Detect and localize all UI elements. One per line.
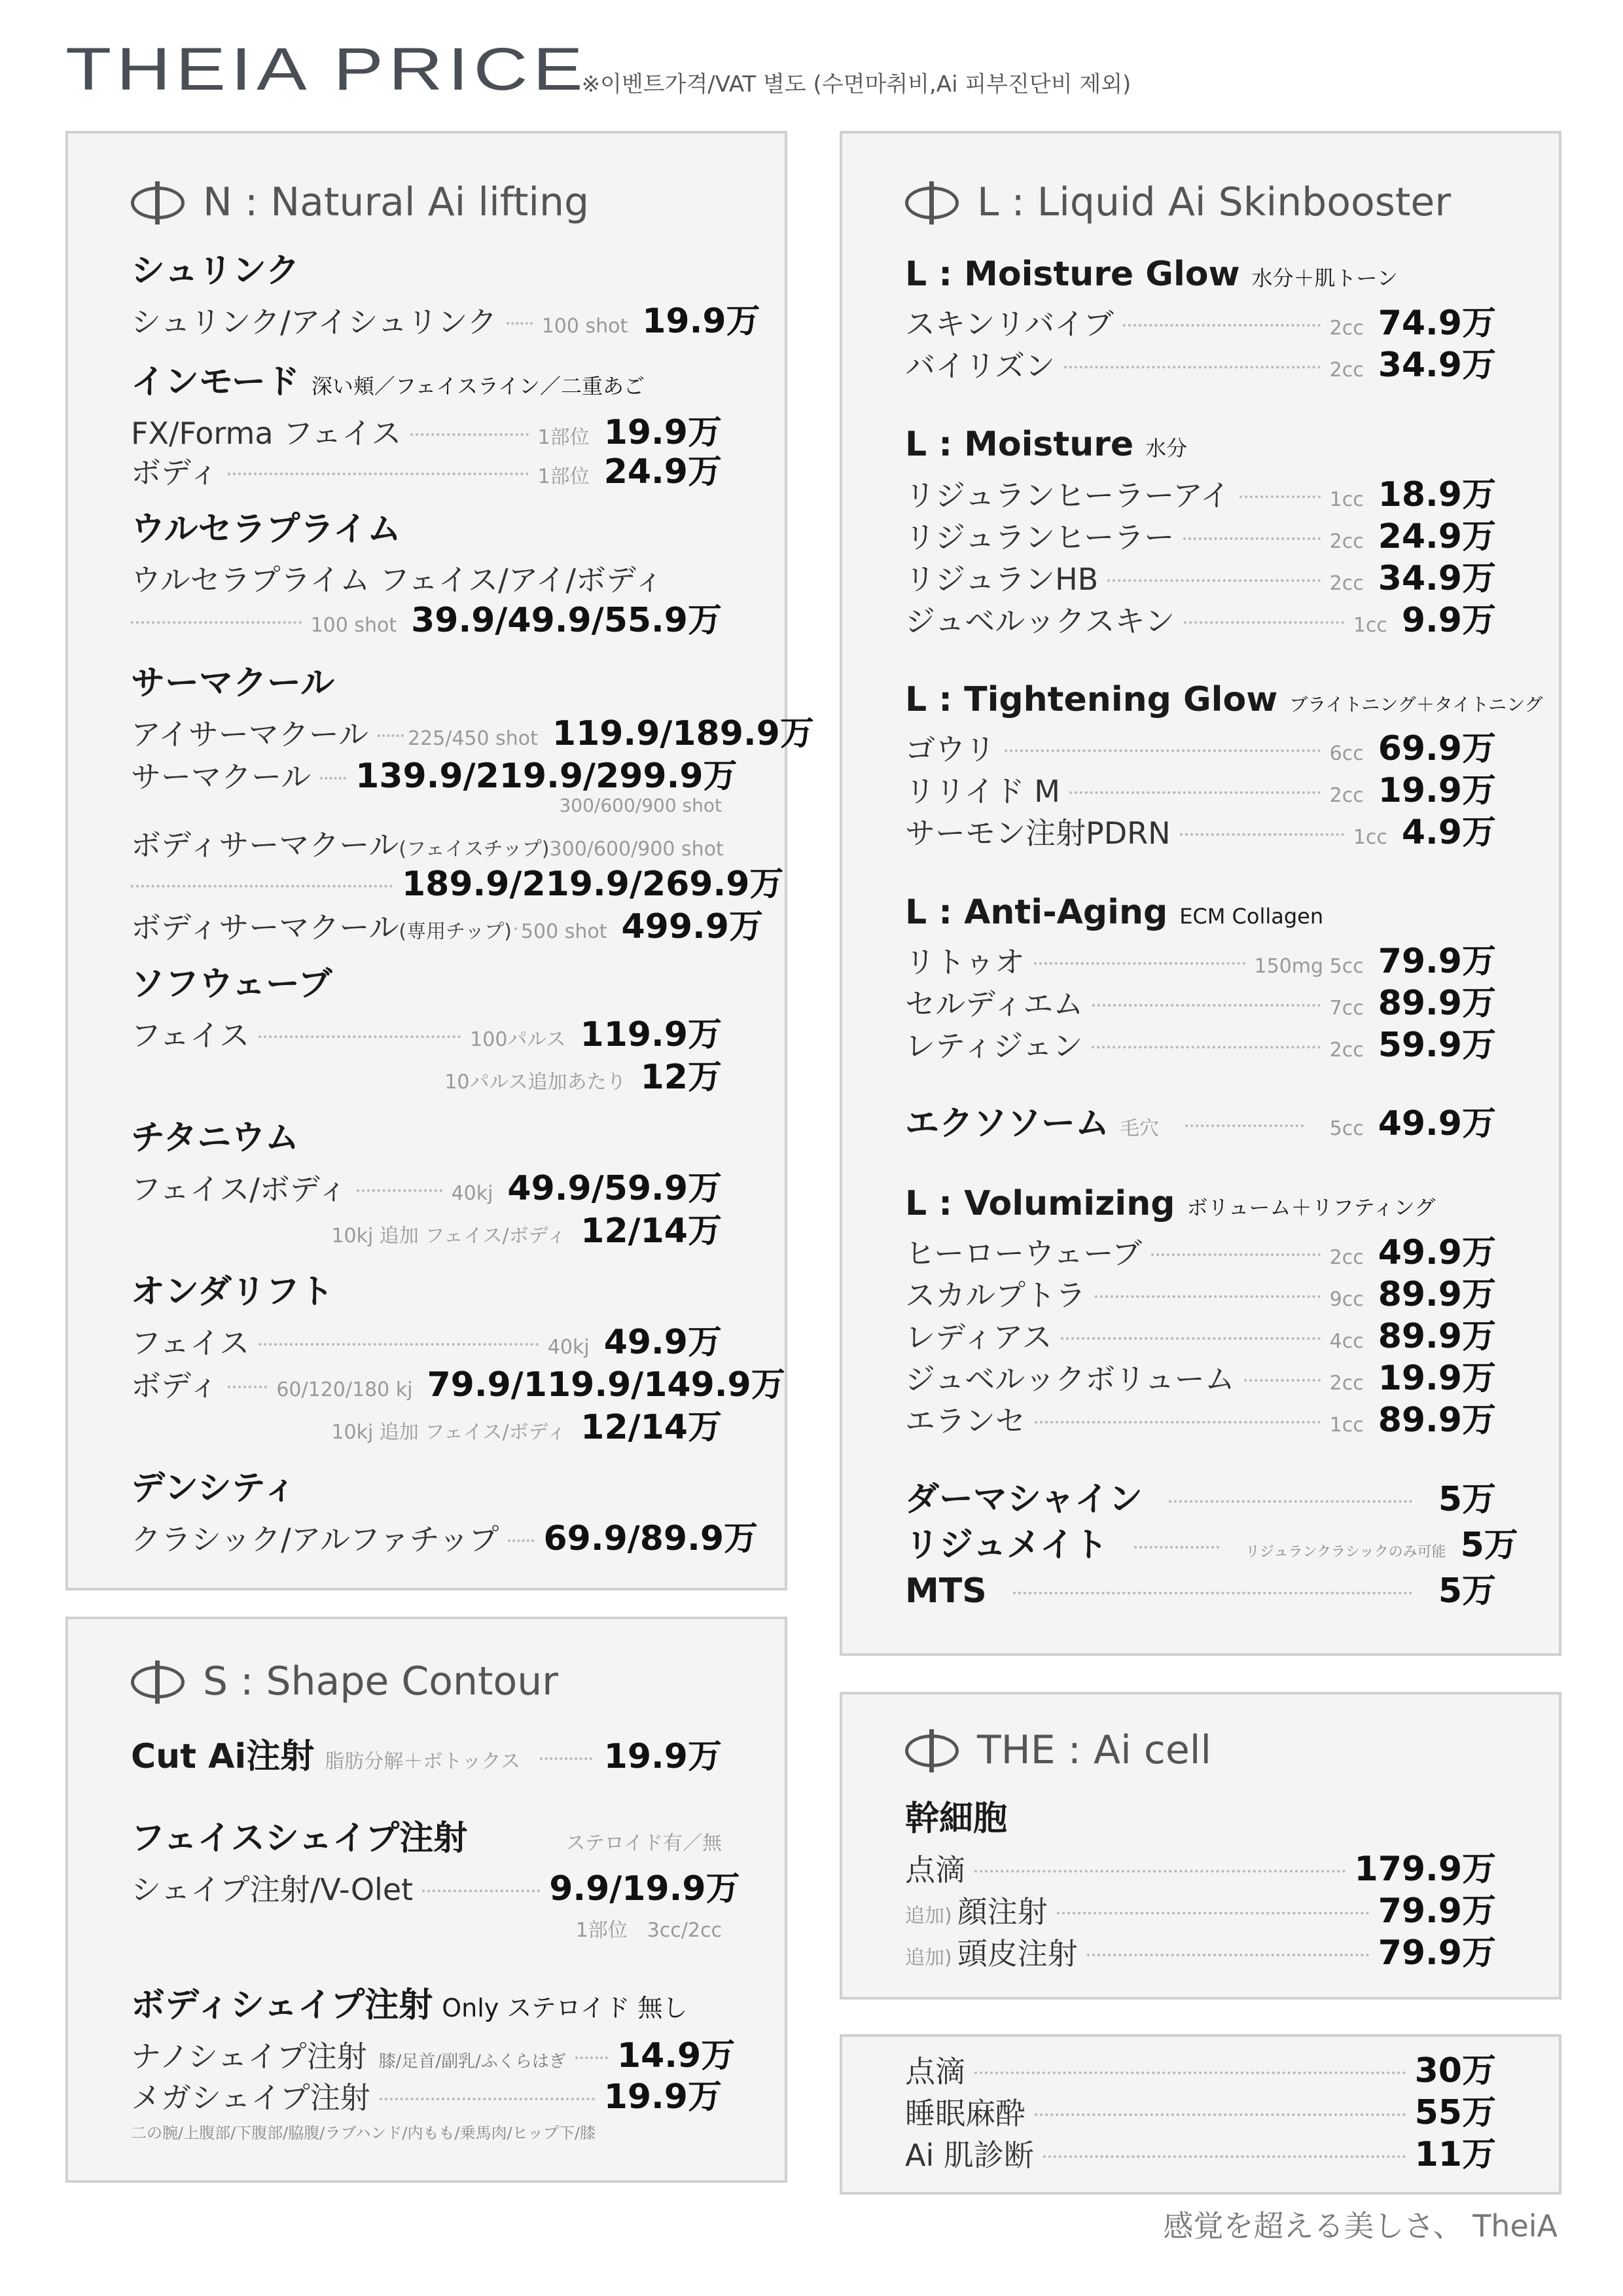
section-heading: フェイスシェイプ注射 xyxy=(131,1819,468,1858)
item-price: 4.9万 xyxy=(1401,813,1496,852)
heading-sub: ボリューム＋リフティング xyxy=(1186,1195,1436,1220)
panel-title-text: L : Liquid Ai Skinbooster xyxy=(977,179,1452,225)
item-price: 89.9万 xyxy=(1378,1275,1496,1314)
item-sub: 毛穴 xyxy=(1120,1117,1160,1140)
price-row xyxy=(131,906,763,948)
item-price: 9.9万 xyxy=(1401,601,1496,640)
item-spec: リジュランクラシックのみ可能 xyxy=(1245,1544,1446,1560)
item-name: フェイス/ボディ xyxy=(131,1172,348,1207)
item-price: 179.9万 xyxy=(1354,1850,1496,1889)
item-name: リジュランヒーラー xyxy=(905,520,1175,555)
item-spec: 100 shot xyxy=(310,614,397,637)
price-row xyxy=(905,1477,1496,1522)
item-price: 49.9万 xyxy=(1378,1233,1496,1272)
item-name: サーマクール xyxy=(131,759,312,795)
item-price: 19.9万 xyxy=(603,1737,722,1776)
item-name: Cut Ai注射 xyxy=(131,1737,315,1776)
item-price: 30万 xyxy=(1414,2051,1496,2090)
item-name: シェイプ注射/V-Olet xyxy=(131,1872,414,1907)
price-row xyxy=(131,1868,740,1910)
dot-leader xyxy=(1069,791,1321,794)
item-price: 9.9/19.9万 xyxy=(549,1869,740,1909)
dot-leader xyxy=(1123,324,1321,327)
price-row xyxy=(131,600,722,641)
item-name: FX/Forma フェイス xyxy=(131,416,402,451)
dot-leader xyxy=(1035,1421,1321,1424)
item-price: 79.9万 xyxy=(1378,1892,1496,1931)
price-row xyxy=(905,516,1496,558)
price-row xyxy=(131,1168,722,1210)
theia-logo-icon xyxy=(131,1660,188,1702)
item-spec: 1cc xyxy=(1329,488,1364,511)
dot-leader xyxy=(575,2056,608,2059)
heading-sub: Only ステロイド 無し xyxy=(442,1994,688,2022)
item-name: セルディエム xyxy=(905,986,1084,1022)
price-row xyxy=(905,941,1496,982)
item-spec: 10kj 追加 フェイス/ボディ xyxy=(331,1421,567,1444)
panel-title-text: S : Shape Contour xyxy=(203,1659,558,1704)
dot-leader xyxy=(1043,2155,1406,2158)
item-price: 79.9万 xyxy=(1378,1933,1496,1973)
price-row xyxy=(905,2134,1496,2176)
item-sub: 脂肪分解＋ボトックス xyxy=(325,1750,521,1773)
dot-leader xyxy=(422,1890,540,1892)
dot-leader xyxy=(1134,1546,1219,1549)
item-price: 69.9万 xyxy=(1378,729,1496,768)
item-name: ボディ xyxy=(131,455,219,490)
item-price: 89.9万 xyxy=(1378,1317,1496,1356)
price-row xyxy=(131,2076,722,2118)
item-name: MTS xyxy=(905,1571,987,1611)
theia-logo-icon xyxy=(905,1729,963,1771)
item-spec: 150mg 5cc xyxy=(1254,955,1364,978)
item-spec: 2cc xyxy=(1329,530,1364,553)
item-spec: 10パルス追加あたり xyxy=(444,1071,626,1094)
price-row xyxy=(131,1364,785,1406)
heading-sub: 水分 xyxy=(1145,436,1188,461)
item-spec: 9cc xyxy=(1329,1288,1364,1311)
item-name: スキンリバイブ xyxy=(905,306,1114,342)
item-name: エクソソーム xyxy=(905,1104,1110,1143)
panel-title xyxy=(131,1652,722,1711)
section-heading: チタニウム xyxy=(131,1119,299,1158)
price-row xyxy=(131,824,722,866)
item-name: 頭皮注射 xyxy=(957,1936,1078,1971)
item-name: 睡眠麻酔 xyxy=(905,2096,1026,2131)
dot-leader xyxy=(131,885,393,888)
item-name: サーモン注射PDRN xyxy=(905,816,1171,851)
item-price: 119.9万 xyxy=(580,1015,722,1054)
item-name: ジュベルックスキン xyxy=(905,603,1175,639)
price-row xyxy=(131,755,738,797)
item-spec: 2cc xyxy=(1329,1039,1364,1062)
dot-leader xyxy=(1244,1379,1321,1382)
price-row xyxy=(905,1024,1496,1066)
item-spec: 2cc xyxy=(1329,1372,1364,1395)
price-row xyxy=(905,812,1496,853)
section-heading: 幹細胞 xyxy=(905,1799,1008,1839)
item-price: 69.9/89.9万 xyxy=(543,1519,758,1558)
dot-leader xyxy=(259,1343,539,1346)
price-row xyxy=(905,1316,1496,1357)
item-price: 49.9/59.9万 xyxy=(507,1169,722,1208)
price-row xyxy=(905,600,1496,641)
dot-leader xyxy=(540,1757,592,1760)
item-price: 89.9万 xyxy=(1378,1401,1496,1440)
price-row xyxy=(905,1232,1496,1274)
price-row xyxy=(905,1357,1496,1399)
dot-leader xyxy=(1151,1253,1321,1256)
item-name: メガシェイプ注射 xyxy=(131,2080,370,2115)
item-price: 189.9/219.9/269.9万 xyxy=(402,865,784,904)
dot-leader xyxy=(1180,833,1344,836)
dot-leader xyxy=(1240,495,1321,498)
item-price: 5万 xyxy=(1438,1480,1496,1519)
item-spec: 10kj 追加 フェイス/ボディ xyxy=(331,1225,567,1247)
price-row xyxy=(905,1932,1496,1974)
dot-leader xyxy=(378,734,404,737)
section-heading: オンダリフト xyxy=(131,1272,334,1312)
item-spec: 1部位 xyxy=(537,426,590,449)
item-name: ダーマシャイン xyxy=(905,1480,1143,1519)
section-heading: L : Moisture 水分 xyxy=(905,425,1188,464)
item-price: 5万 xyxy=(1438,1571,1496,1611)
dot-leader xyxy=(410,433,528,436)
item-spec: 40kj xyxy=(451,1182,493,1205)
section-heading: ウルセラプライム xyxy=(131,510,401,549)
heading-sub: ブライトニング＋タイトニング xyxy=(1289,694,1543,715)
section-heading: L : Moisture Glow 水分＋肌トーン xyxy=(905,255,1398,294)
dot-leader xyxy=(131,621,302,624)
item-name: クラシック/アルファチップ xyxy=(131,1522,499,1557)
item-price: 59.9万 xyxy=(1378,1026,1496,1065)
dot-leader xyxy=(1035,2113,1406,2116)
dosage-note: 1部位 3cc/2cc xyxy=(575,1919,722,1942)
item-price: 139.9/219.9/299.9万 xyxy=(355,757,738,796)
panel-title xyxy=(905,1721,1496,1780)
dot-leader xyxy=(320,777,346,780)
item-spec: 1cc xyxy=(1353,826,1387,849)
item-spec: 1cc xyxy=(1329,1414,1364,1437)
dot-leader xyxy=(228,1386,267,1388)
price-row xyxy=(131,1321,722,1363)
panel-shape-contour xyxy=(65,1617,787,2183)
heading-sub: 深い頬／フェイスライン／二重あご xyxy=(311,374,645,399)
price-row xyxy=(131,1210,722,1260)
panel-liquid-skinbooster xyxy=(840,131,1561,1656)
item-spec: 1cc xyxy=(1353,614,1387,637)
item-spec: 225/450 shot xyxy=(407,727,538,750)
price-row xyxy=(131,559,722,601)
item-spec: 100 shot xyxy=(541,315,628,338)
item-price: 499.9万 xyxy=(621,907,763,946)
item-name: 顔注射 xyxy=(957,1894,1048,1929)
price-row xyxy=(905,1568,1496,1614)
item-name: Ai 肌診断 xyxy=(905,2138,1034,2173)
price-row xyxy=(905,1848,1496,1890)
dot-leader xyxy=(1057,1912,1369,1914)
item-name: スカルプトラ xyxy=(905,1278,1086,1313)
item-spec: 2cc xyxy=(1329,572,1364,595)
item-name: リジュメイト xyxy=(905,1526,1108,1565)
dot-leader xyxy=(357,1189,442,1192)
item-price: 12万 xyxy=(640,1058,722,1097)
theia-logo-icon xyxy=(905,181,963,223)
item-spec: 1部位 xyxy=(537,465,590,488)
item-name: リジュランHB xyxy=(905,562,1099,597)
section-heading: サーマクール xyxy=(131,664,334,703)
dot-leader xyxy=(514,927,518,930)
panel-title-text: N : Natural Ai lifting xyxy=(203,179,590,225)
heading-side-note: ステロイド有／無 xyxy=(565,1832,722,1855)
item-spec: 7cc xyxy=(1329,997,1364,1020)
dot-leader xyxy=(1087,1954,1369,1956)
dot-leader xyxy=(1185,1124,1304,1127)
area-note: 二の腕/上腹部/下腹部/脇腹/ラブハンド/内もも/乗馬肉/ヒップ下/膝 xyxy=(131,2124,596,2142)
item-name: ボディサーマクール(専用チップ) xyxy=(131,910,512,945)
price-row xyxy=(131,1407,722,1456)
item-name: 点滴 xyxy=(905,1852,965,1888)
item-name: レディアス xyxy=(905,1319,1052,1355)
price-row xyxy=(131,1056,722,1106)
dot-leader xyxy=(1184,621,1344,624)
item-price: 12/14万 xyxy=(580,1408,722,1447)
item-spec: 2cc xyxy=(1329,1246,1364,1269)
dot-leader xyxy=(1095,1295,1321,1298)
item-price: 19.9万 xyxy=(1378,1359,1496,1398)
section-heading: ソフウェーブ xyxy=(131,965,332,1004)
section-heading: シュリンク xyxy=(131,251,300,291)
item-name: ジュベルックボリューム xyxy=(905,1361,1235,1397)
item-name: ナノシェイプ注射 xyxy=(131,2039,367,2074)
item-spec: 40kj xyxy=(547,1336,590,1359)
price-row xyxy=(131,2035,736,2077)
section-heading-row xyxy=(131,1816,722,1861)
item-name: フェイス xyxy=(131,1018,250,1053)
item-name: ボディ xyxy=(131,1368,219,1403)
dot-leader xyxy=(508,1539,534,1542)
price-row xyxy=(905,2092,1496,2134)
dot-leader xyxy=(1034,962,1245,965)
price-row xyxy=(905,1399,1496,1441)
price-row xyxy=(905,2050,1496,2092)
price-row xyxy=(131,451,722,493)
item-price: 89.9万 xyxy=(1378,984,1496,1023)
panel-title xyxy=(131,173,722,232)
price-row xyxy=(131,300,760,342)
dot-leader xyxy=(1013,1592,1412,1594)
item-price: 49.9万 xyxy=(603,1323,722,1362)
item-spec: 300/600/900 shot xyxy=(549,838,724,861)
item-spec: 2cc xyxy=(1329,784,1364,807)
section-heading: L : Anti-Aging ECM Collagen xyxy=(905,893,1324,932)
price-row xyxy=(131,1518,758,1560)
price-row xyxy=(131,412,722,454)
dot-leader xyxy=(1061,1337,1320,1340)
dot-leader xyxy=(1005,749,1321,752)
dot-leader xyxy=(1092,1046,1320,1049)
item-name: バイリズン xyxy=(905,348,1056,384)
item-price: 79.9/119.9/149.9万 xyxy=(427,1365,785,1405)
price-row xyxy=(905,1101,1496,1147)
item-price: 19.9万 xyxy=(603,2077,722,2117)
item-price: 34.9万 xyxy=(1378,559,1496,598)
price-row xyxy=(131,863,784,905)
item-name: アイサーマクール xyxy=(131,717,368,752)
section-heading: デンシティ xyxy=(131,1469,297,1508)
item-price: 14.9万 xyxy=(616,2036,736,2075)
dot-leader xyxy=(259,1035,461,1038)
dot-leader xyxy=(1169,1500,1412,1503)
item-name: リリイド M xyxy=(905,774,1060,809)
item-name: リジュランヒーラーアイ xyxy=(905,478,1230,513)
dot-leader xyxy=(974,1870,1346,1873)
item-name: 点滴 xyxy=(905,2054,965,2089)
item-spec: 60/120/180 kj xyxy=(276,1378,413,1401)
price-row xyxy=(131,1014,722,1056)
dot-leader xyxy=(1107,579,1320,582)
heading-sub: ECM Collagen xyxy=(1179,904,1324,929)
item-name: エランセ xyxy=(905,1403,1026,1439)
item-price: 19.9万 xyxy=(1378,771,1496,810)
item-name: ウルセラプライム フェイス/アイ/ボディ xyxy=(131,562,664,598)
price-row xyxy=(905,344,1496,386)
item-price: 19.9万 xyxy=(642,302,760,341)
item-name: シュリンク/アイシュリンク xyxy=(131,304,497,340)
dot-leader xyxy=(507,322,533,325)
item-spec: 4cc xyxy=(1329,1330,1364,1353)
panel-ai-cell xyxy=(840,1692,1561,2000)
item-price: 74.9万 xyxy=(1378,304,1496,343)
section-heading: L : Tightening Glow ブライトニング＋タイトニング xyxy=(905,680,1543,719)
item-name: ボディサーマクール(フェイスチップ) xyxy=(131,827,550,863)
price-note: ※이벤트가격/VAT 별도 (수면마취비,Ai 피부진단비 제외) xyxy=(581,71,1132,98)
item-name: リトゥオ xyxy=(905,944,1025,980)
item-spec: 6cc xyxy=(1329,742,1364,765)
panel-misc-fees xyxy=(840,2034,1561,2195)
item-spec: 膝/足首/副乳/ふくらはぎ xyxy=(378,2052,566,2072)
panel-title xyxy=(905,173,1496,232)
price-row xyxy=(905,558,1496,600)
footer-tagline: 感覚を超える美しさ、 TheiA xyxy=(1163,2208,1558,2244)
price-row xyxy=(905,1890,1496,1932)
dot-leader xyxy=(228,473,528,475)
panel-title-text: THE : Ai cell xyxy=(977,1727,1212,1773)
price-row xyxy=(905,474,1496,516)
item-spec: 5cc xyxy=(1329,1117,1364,1140)
item-name: ゴウリ xyxy=(905,732,995,767)
price-row xyxy=(131,1734,722,1780)
item-price: 24.9万 xyxy=(603,452,722,492)
shot-note: 300/600/900 shot xyxy=(559,795,722,816)
price-row xyxy=(905,982,1496,1024)
item-price: 24.9万 xyxy=(1378,517,1496,556)
item-spec: 2cc xyxy=(1329,359,1364,382)
brand-title: THEIA PRICE xyxy=(65,36,588,103)
dot-leader xyxy=(1092,1004,1320,1007)
section-heading-row xyxy=(131,1982,722,2028)
price-row xyxy=(905,770,1496,812)
item-price: 39.9/49.9/55.9万 xyxy=(411,601,722,640)
item-price: 55万 xyxy=(1414,2093,1496,2132)
item-name: ヒーローウェーブ xyxy=(905,1236,1143,1271)
item-price: 79.9万 xyxy=(1378,942,1496,981)
price-row xyxy=(905,728,1496,770)
item-price: 11万 xyxy=(1414,2135,1496,2174)
item-spec: 500 shot xyxy=(520,920,607,943)
section-heading: L : Volumizing ボリューム＋リフティング xyxy=(905,1184,1436,1223)
item-name: フェイス xyxy=(131,1325,250,1361)
item-spec: 100パルス xyxy=(470,1028,566,1051)
dot-leader xyxy=(1064,366,1321,368)
dot-leader xyxy=(974,2072,1406,2074)
price-row xyxy=(905,1522,1518,1568)
item-spec: 2cc xyxy=(1329,317,1364,340)
item-price: 5万 xyxy=(1460,1526,1518,1565)
price-row xyxy=(905,1274,1496,1316)
item-price: 34.9万 xyxy=(1378,346,1496,385)
item-price: 19.9万 xyxy=(603,413,722,452)
page-header xyxy=(65,36,1132,103)
item-price: 12/14万 xyxy=(580,1211,722,1251)
section-heading: インモード 深い頬／フェイスライン／二重あご xyxy=(131,363,645,402)
item-price: 49.9万 xyxy=(1378,1104,1496,1143)
item-price: 119.9/189.9万 xyxy=(552,714,814,753)
dot-leader xyxy=(380,2098,595,2100)
item-name: レティジェン xyxy=(905,1028,1083,1064)
add-prefix: 追加) xyxy=(905,1946,952,1969)
heading-sub: 水分＋肌トーン xyxy=(1251,266,1398,291)
price-row xyxy=(905,302,1496,344)
section-heading: ボディシェイプ注射 xyxy=(131,1986,433,2025)
panel-natural-lifting xyxy=(65,131,814,1590)
dot-leader xyxy=(1183,537,1320,540)
price-row xyxy=(131,713,814,755)
item-price: 18.9万 xyxy=(1378,475,1496,514)
add-prefix: 追加) xyxy=(905,1905,952,1928)
theia-logo-icon xyxy=(131,181,188,223)
